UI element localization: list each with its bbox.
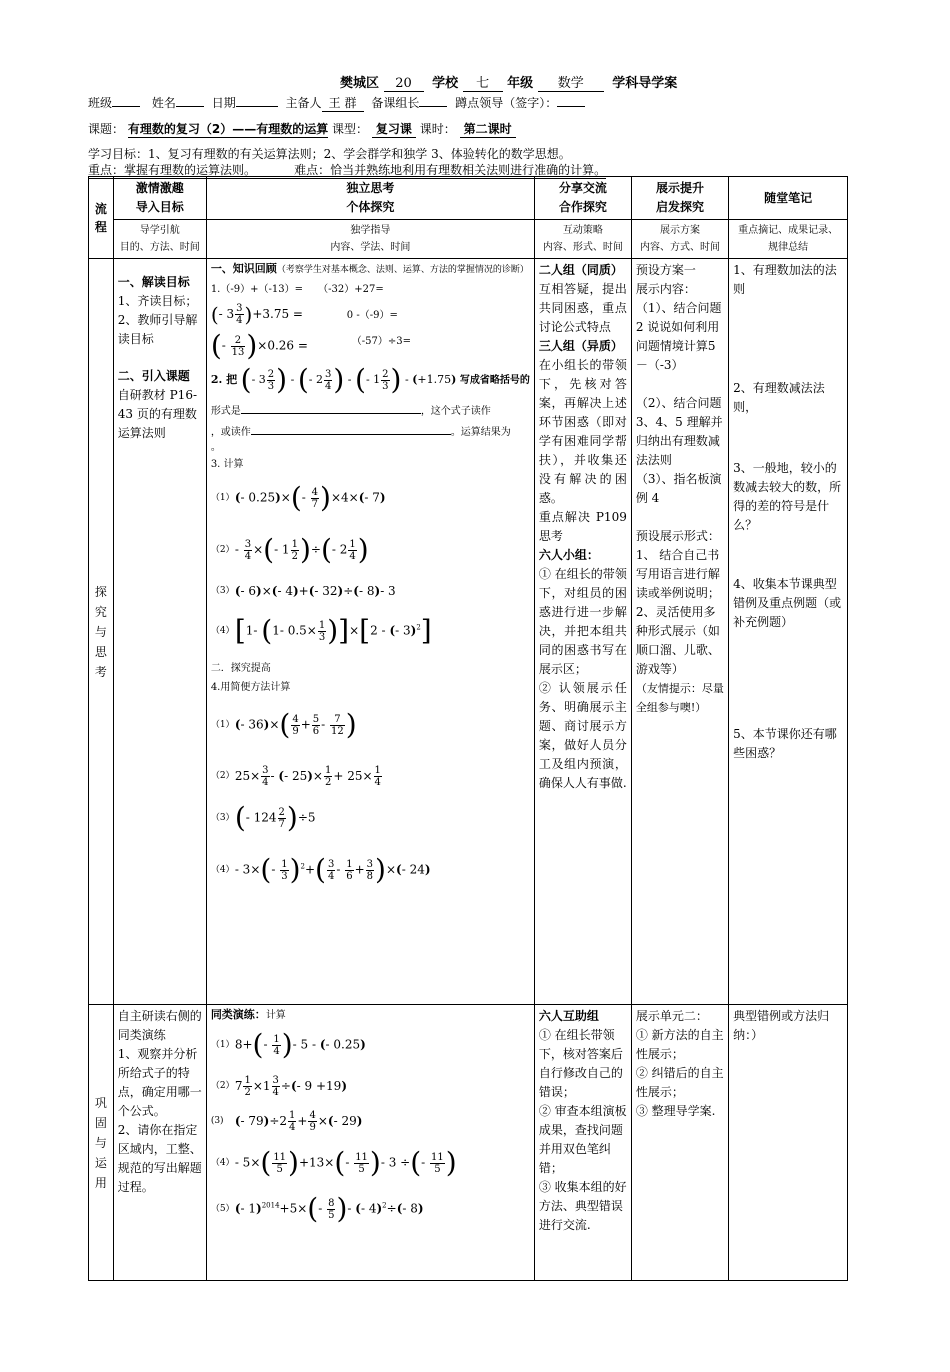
subheader-col5: 重点摘记、成果记录、 规律总结 [729, 220, 848, 259]
intro-title-2: 二、引入课题 [117, 369, 190, 383]
subheader-col1: 导学引航 目的、方法、时间 [113, 220, 206, 259]
doc-title: 樊城区 20 学校 七 年级 数学 学科导学案 [340, 72, 677, 92]
q1f: （-57）÷3= [351, 336, 411, 347]
intro-items-1: 1、齐读目标； 2、教师引导解 读目标 [117, 294, 198, 346]
section1-col1 [113, 259, 206, 1005]
q3-title: 3. 计算 [210, 459, 244, 470]
review-heading: 一、知识回顾（考察学生对基本概念、法则、运算、方法的掌握情况的诊断） [210, 262, 529, 275]
section2-col2: 同类演练：计算 （1）8+(- $\frac{1}{4}$ )- 5 - (- 0.25) （2）7 $\frac{1}{2}$ ×1 $\frac{3}{4}$ ÷(- 9 +19) (3) (- 79)÷2 $\frac{1}{4}$ + $\frac{4}{9}$ ×(- 29) （4）- 5×( $\frac{11}{5}$ )+13×(- $\frac{11}{5}$ )- 3 ÷(- $\frac{11}{5}$ ) （5）(- 1)$^{2014}$+5×(- $\frac{8}{5}$ )- (- 4)$^2$÷(- 8) [206, 1005, 534, 1281]
intro-title-1: 一、解读目标 [117, 275, 190, 289]
subheader-col2: 独学指导 内容、学法、时间 [206, 220, 534, 259]
q1d: 0 -（-9）= [346, 310, 398, 321]
subheader-col3: 互动策略 内容、形式、时间 [534, 220, 631, 259]
section2-col1: 自主研读右侧的同类演练 1、观察并分析所给式子的特点，确定用哪一个公式。 2、请你在指定区域内，工整、规范的写出解题过程。 [113, 1005, 206, 1281]
section1-col2: 一、知识回顾（考察学生对基本概念、法则、运算、方法的掌握情况的诊断） 1.（-9）+（-13）= （-32）+27= (- 3 $\frac{3}{4}$ )+3.75 = 0 -（-9）= (- $\frac{2}{13}$ )×0.26 = $^{(-57)\div 3=}$ 2. 把 (- 3 $\frac{2}{3}$ ) - (- 2 $\frac{3}{4}$ ) - (- 1 $\frac{2}{3}$ ) - (+1.75) 写成省略括号的 形式是 ，这个式子读作 ，或读作 。运算结果为 。 3. 计算 （1）(- 0.25)×(- $\frac{4}{7}$ )×4×(- 7) （2）- $\frac{3}{4}$ ×(- 1 $\frac{1}{2}$ )÷(- 2 $\frac{1}{4}$ ) （3）(- 6)×(- 4)+(- 32)÷(- 8)- 3 （4）[1- (1- 0.5× $\frac{1}{3}$ )]×[2 - (- 3)$^2$] 二．探究提高 4.用简便方法计算 （1）(- 36)×( $\frac{4}{9}$ + $\frac{5}{6}$ - $\frac{7}{12}$ ) （2）25× $\frac{3}{4}$ - (- 25)× $\frac{1}{2}$ + 25× $\frac{1}{4}$ （3）(- 124 $\frac{2}{7}$ )÷5 （4）- 3×(- $\frac{1}{3}$ )$^2$+( $\frac{3}{4}$ - $\frac{1}{6}$ + $\frac{3}{8}$ )×(- 24) [206, 259, 534, 1005]
q1b: （-32）+27= [318, 284, 384, 295]
section2-col4: 展示单元二： ① 新方法的自主性展示； ② 纠错后的自主性展示； ③ 整理导学案. [631, 1005, 728, 1281]
section2-col5: 典型错例或方法归纳：） [729, 1005, 848, 1281]
explore-title: 二．探究提高 [210, 663, 271, 674]
header-flow: 流 程 [89, 177, 114, 259]
q1a: 1.（-9）+（-13）= [210, 284, 303, 295]
learning-goals: 学习目标：1、复习有理数的有关运算法则；2、学会群学和独学 3、体验转化的数学思想。 [88, 147, 571, 161]
section1-col3: 二人组（同质） 互相答疑，提出共同困惑，重点讨论公式特点 三人组（异质） 在小组长的带领下，先核对答案，再解决上述环节困惑（即对学有困难同学帮扶），并收集还没有解决的困惑。 重点解决 P109 思考 六人小组： ① 在组长的带领下，对组员的困惑进行进一步解决，并把本组共同的困惑书写在展示区； ② 认领展示任务、明确展示主题、商讨展示方案，做好人员分工及组内预演，确保人人有事做. [534, 259, 631, 1005]
topic-line: 课题： 有理数的复习（2）——有理数的运算 课型： 复习课 课时： 第二课时 [88, 120, 516, 138]
header-col2: 独立思考 个体探究 [206, 177, 534, 220]
subheader-col4: 展示方案 内容、方式、时间 [631, 220, 728, 259]
section1-col5: 1、有理数加法的法则 2、有理数减法法则， 3、一般地，较小的数减去较大的数，所得的差的符号是什么？ 4、收集本节课典型错例及重点例题（或补充例题） 5、本节课你还有哪些困惑？ [729, 259, 848, 1005]
q4-title: 4.用简便方法计算 [210, 682, 291, 693]
intro-text-2: 自研教材 P16- 43 页的有理数 运算法则 [117, 388, 198, 440]
header-col4: 展示提升 启发探究 [631, 177, 728, 220]
info-line: 班级 姓名 日期 主备人 王 群 备课组长 蹲点领导（签字）： [88, 94, 585, 112]
lesson-table [88, 176, 848, 1281]
flow-explore: 探 究 与 思 考 [89, 259, 114, 1005]
key-points: 重点：掌握有理数的运算法则。 难点：恰当并熟练地利用有理数相关法则进行准确的计算。 [88, 163, 607, 177]
header-col5: 随堂笔记 [729, 177, 848, 220]
header-col3: 分享交流 合作探究 [534, 177, 631, 220]
flow-consolidate: 巩 固 与 运 用 [89, 1005, 114, 1281]
section1-col4: 预设方案一 展示内容： （1）、结合问题2 说说如何利用问题情境计算5－（-3） （2）、结合问题3、4、5 理解并归纳出有理数减法法则 （3）、指名板演例 4 预设展示形式： 1、 结合自己书写用语言进行解读或举例说明； 2、灵活使用多种形式展示（如顺口溜、儿歌、游戏等） （友情提示：尽量全组参与噢!） [631, 259, 728, 1005]
section2-col3: 六人互助组 ① 在组长带领下，核对答案后自行修改自己的错误； ② 审查本组演板成果，查找问题并用双色笔纠错； ③ 收集本组的好方法、典型错误进行交流. [534, 1005, 631, 1281]
header-col1: 激情激趣 导入目标 [113, 177, 206, 220]
